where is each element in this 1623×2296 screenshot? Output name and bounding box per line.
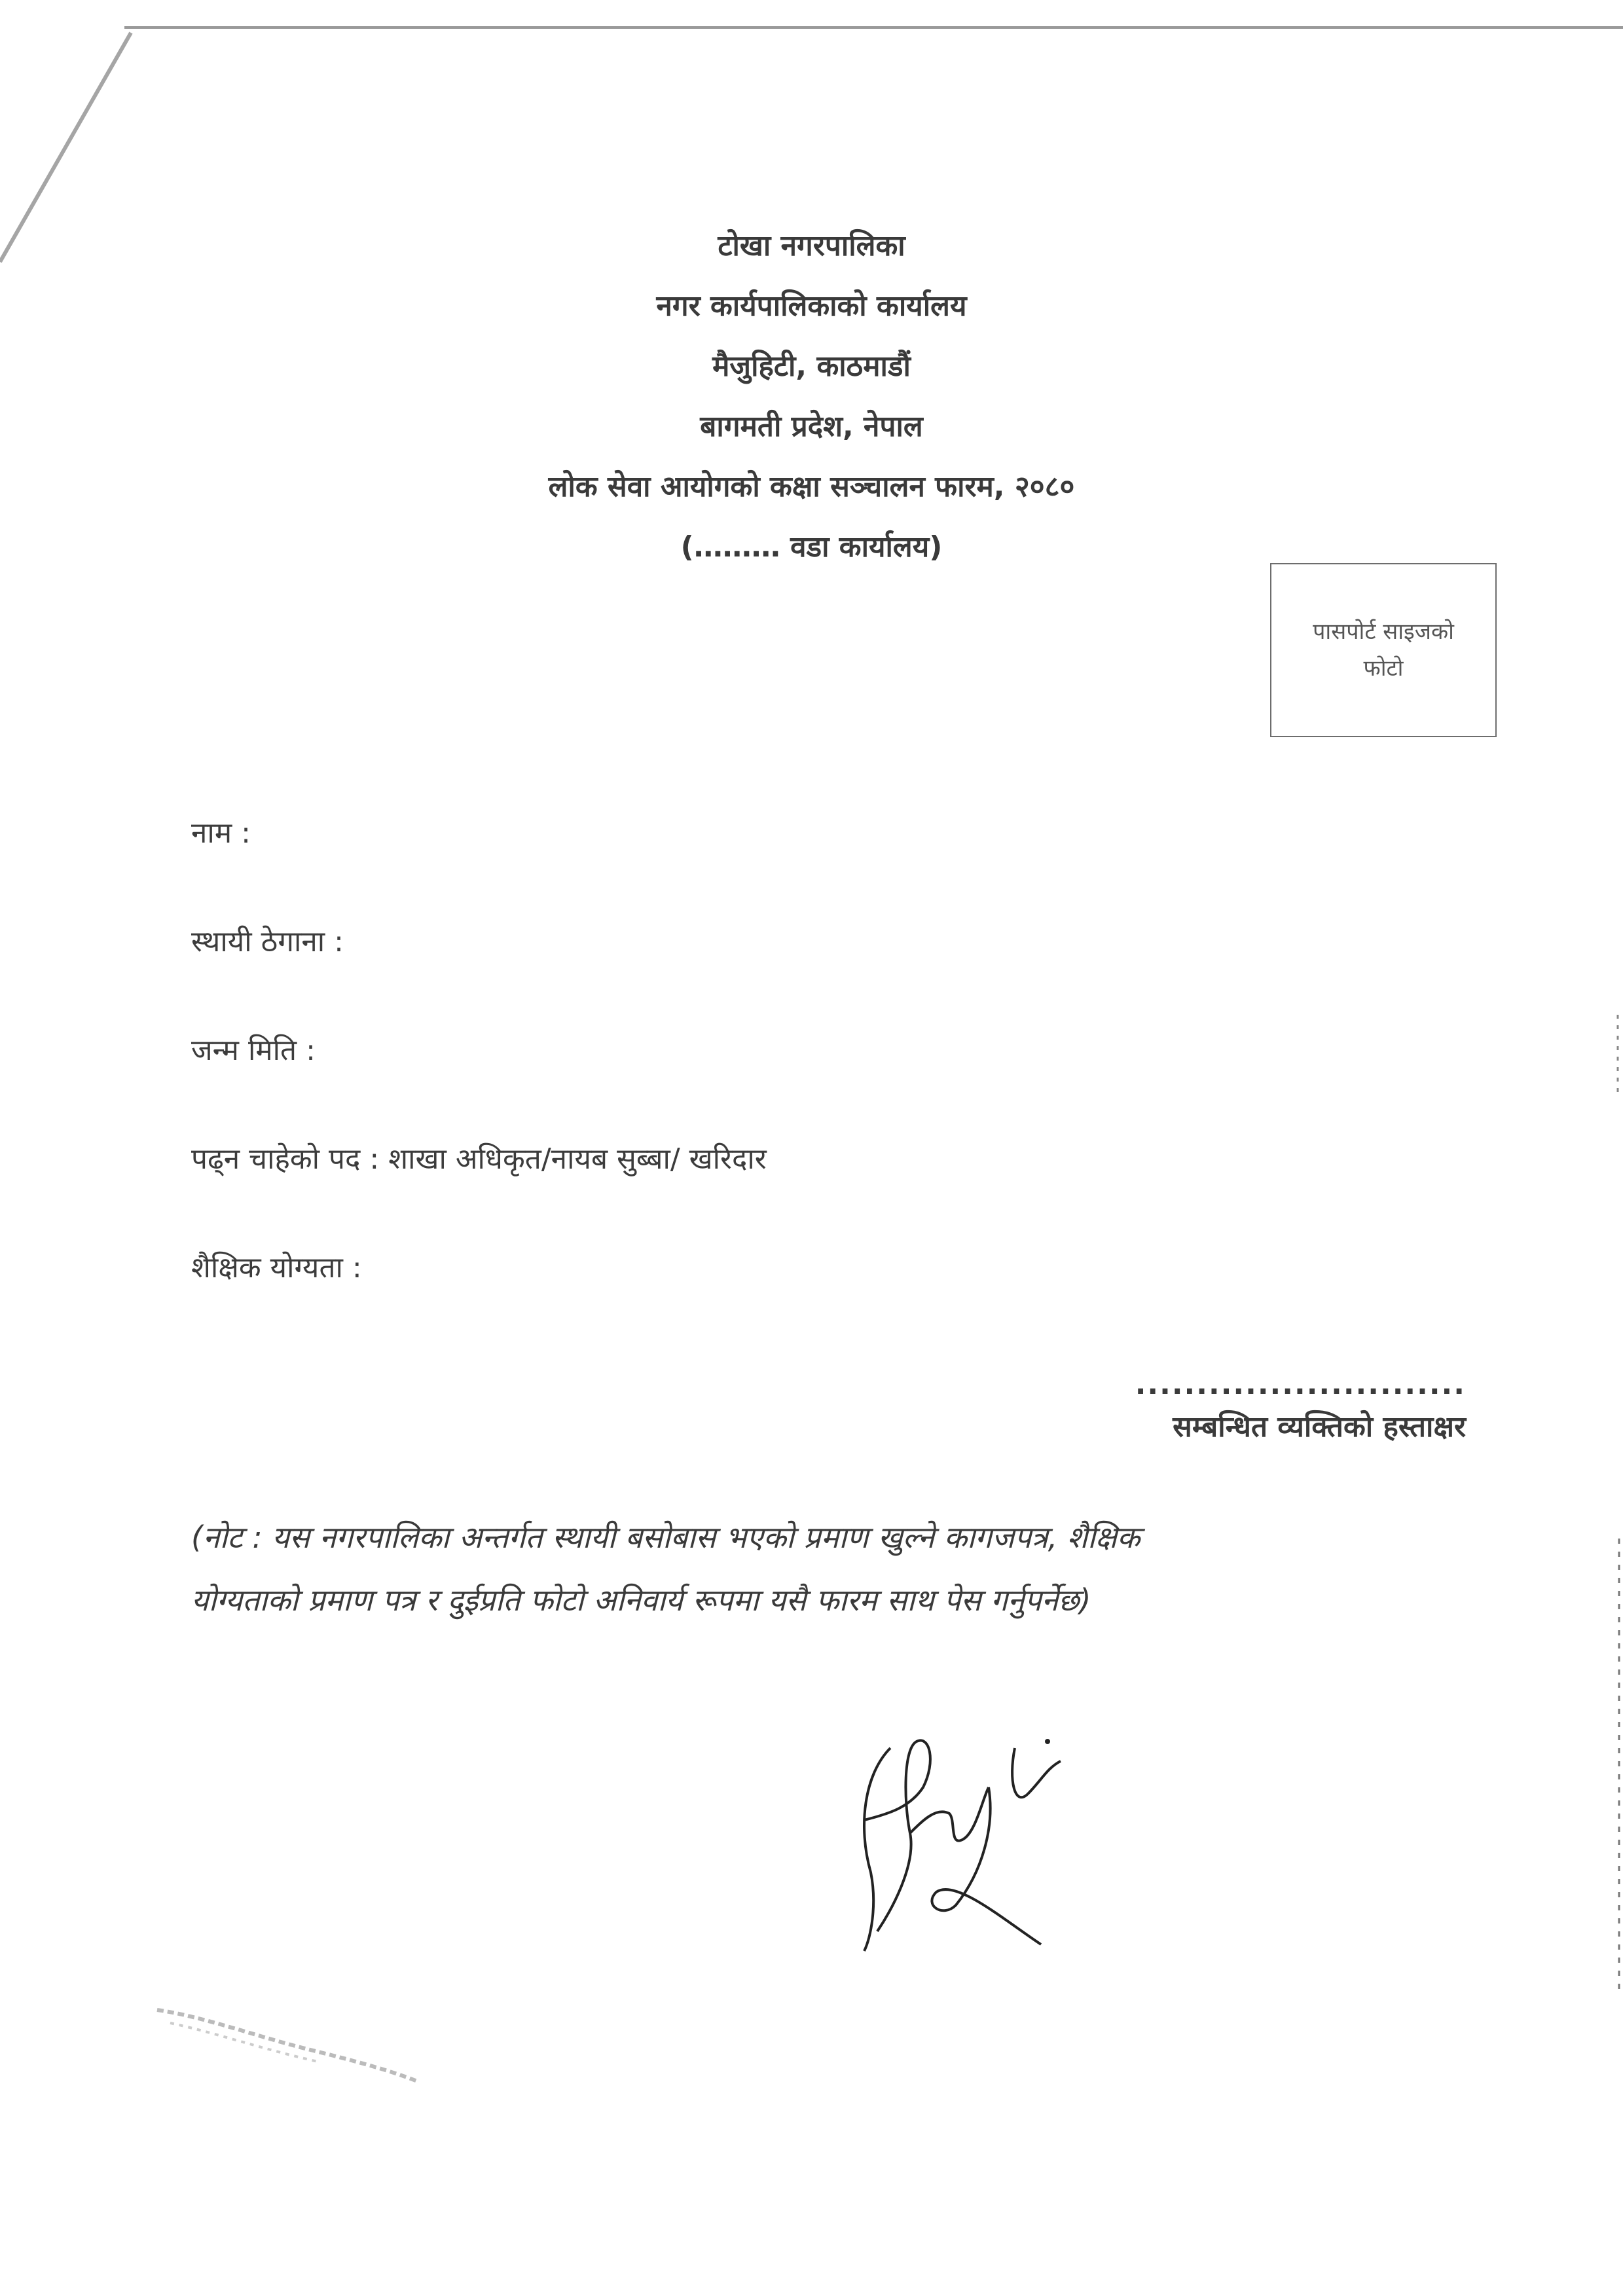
ward-office-line: (……… वडा कार्यालय) [680, 530, 943, 564]
form-note [191, 1506, 1422, 1631]
name-field-label: नाम : [191, 816, 251, 850]
note-line1: (नोट : यस नगरपालिका अन्तर्गत स्थायी बसोबास भएको प्रमाण खुल्ने कागजपत्र, शैक्षिक [191, 1520, 1140, 1555]
handwritten-signature [851, 1722, 1074, 1958]
photo-box-label-line1: पासपोर्ट साइजको [1313, 619, 1454, 645]
qualification-field-label: शैक्षिक योग्यता : [191, 1251, 362, 1285]
signature-label: सम्बन्धित व्यक्तिको हस्ताक्षर [1173, 1410, 1466, 1444]
note-line2: योग्यताको प्रमाण पत्र र दुईप्रति फोटो अनिवार्य रूपमा यसै फारम साथ पेस गर्नुपर्नेछ) [191, 1582, 1091, 1618]
passport-photo-box [1270, 563, 1497, 737]
scan-smudge [151, 1997, 426, 2102]
form-title: लोक सेवा आयोगको कक्षा सञ्चालन फारम, २०८० [548, 470, 1075, 503]
date-of-birth-field-label: जन्म मिति : [191, 1034, 316, 1067]
signature-dotted-line: ........................... [1135, 1368, 1466, 1401]
desired-post-field: पढ्न चाहेको पद : शाखा अधिकृत/नायब सुब्बा/ खरिदार [191, 1142, 767, 1176]
office-name: नगर कार्यपालिकाको कार्यालय [656, 289, 967, 323]
permanent-address-field-label: स्थायी ठेगाना : [191, 925, 344, 958]
office-location: मैजुहिटी, काठमाडौं [712, 350, 911, 383]
municipality-name: टोखा नगरपालिका [718, 229, 905, 263]
right-scan-edge [1610, 1015, 1623, 1997]
form-header [0, 216, 1623, 577]
province-country: बागमती प्रदेश, नेपाल [700, 410, 923, 443]
photo-box-label-line2: फोटो [1363, 655, 1404, 682]
page-top-edge [124, 26, 1623, 29]
signature-block [1135, 1368, 1466, 1447]
form-fields [191, 812, 767, 1355]
